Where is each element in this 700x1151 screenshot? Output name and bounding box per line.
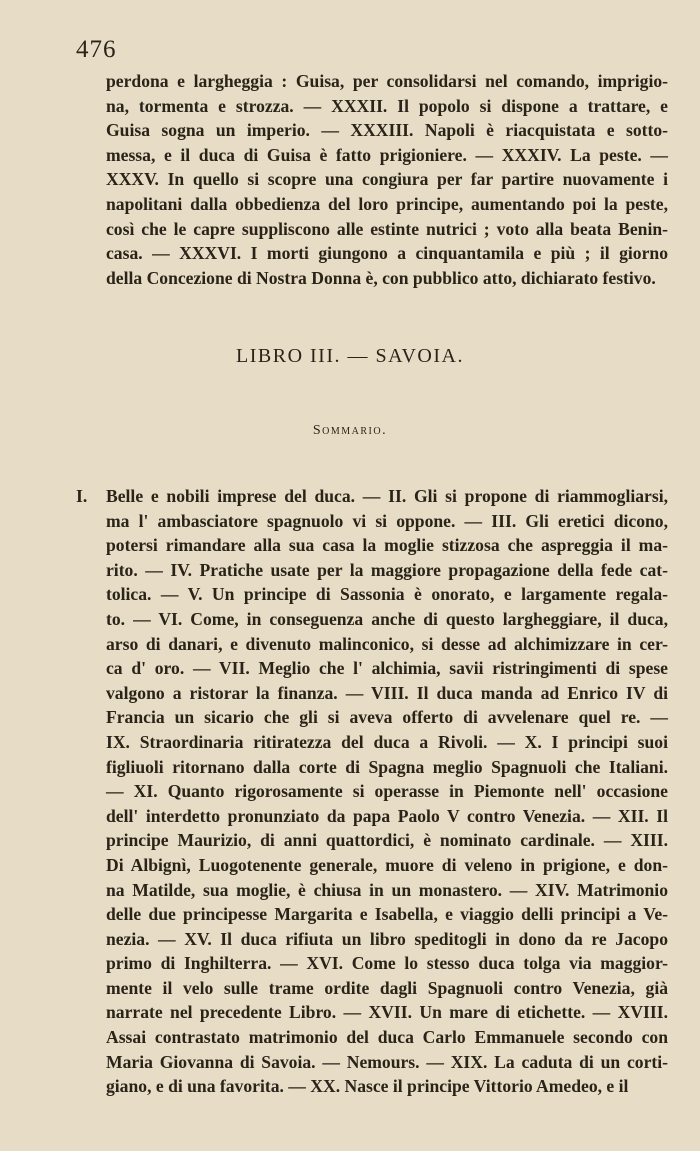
text-line: — XI. Quanto rigorosamente si operasse in Piemonte nell' occasione [106, 781, 668, 802]
text-line: dell' interdetto pronunziato da papa Paolo V contro Venezia. — XII. Il [106, 805, 668, 826]
text-line: narrate nel precedente Libro. — XVII. Un mare di etichette. — XVIII. [106, 1002, 668, 1023]
text-line: IX. Straordinaria ritiratezza del duca a Rivoli. — X. I principi suoi [106, 731, 668, 752]
text-line: na Matilde, sua moglie, è chiusa in un monastero. — XIV. Matrimonio [106, 879, 668, 900]
text-line: della Concezione di Nostra Donna è, con pubblico atto, dichiarato festivo. [106, 267, 656, 288]
text-line: primo di Inghilterra. — XVI. Come lo stesso duca tolga via maggior- [106, 953, 668, 974]
text-line: così che le capre suppliscono alle estinte nutrici ; voto alla beata Benin- [106, 218, 668, 239]
text-line: Francia un sicario che gli si aveva offerto di avvelenare quel re. — [106, 707, 668, 728]
paragraph-numeral: I. [76, 486, 88, 506]
text-line: Belle e nobili imprese del duca. — II. Gli si propone di riammogliarsi, [106, 486, 668, 506]
text-line: valgono a ristorar la finanza. — VIII. Il duca manda ad Enrico IV di [106, 682, 668, 703]
text-line: figliuoli ritornano dalla corte di Spagna meglio Spagnuoli che Italiani. [106, 756, 668, 777]
text-line: giano, e di una favorita. — XX. Nasce il principe Vittorio Amedeo, e il [106, 1076, 629, 1097]
text-line: principe Maurizio, di anni quattordici, è nominato cardinale. — XIII. [106, 830, 668, 851]
summary-paragraph [106, 484, 668, 1099]
text-line: rito. — IV. Pratiche usate per la maggiore propagazione della fede cat- [106, 559, 668, 580]
text-line: nezia. — XV. Il duca rifiuta un libro speditogli in dono da re Jacopo [106, 928, 668, 949]
text-line: Maria Giovanna di Savoia. — Nemours. — XIX. La caduta di un corti- [106, 1051, 668, 1072]
text-line: delle due principesse Margarita e Isabella, e viaggio delli principi a Ve- [106, 904, 668, 925]
text-line: perdona e largheggia : Guisa, per consolidarsi nel comando, imprigio- [106, 71, 668, 91]
text-line: potersi rimandare alla sua casa la moglie stizzosa che aspreggia il ma- [106, 535, 668, 556]
sommario-heading: Sommario. [312, 423, 388, 438]
text-line: Assai contrastato matrimonio del duca Carlo Emmanuele secondo con [106, 1027, 668, 1048]
text-line: Guisa sogna un imperio. — XXXIII. Napoli è riacquistata e sotto- [106, 120, 668, 141]
text-line: Di Albignì, Luogotenente generale, muore di veleno in prigione, e don- [106, 854, 668, 875]
text-line: ma l' ambasciatore spagnuolo vi si oppone. — III. Gli eretici dicono, [106, 510, 668, 531]
text-line: XXXV. In quello si scopre una congiura per far partire nuovamente i [106, 169, 668, 190]
text-line: to. — VI. Come, in conseguenza anche di questo largheggiare, il duca, [106, 608, 668, 629]
text-line: mente il velo sulle trame ordite dagli Spagnuoli contro Venezia, già [106, 977, 668, 998]
summary-paragraph-continued [106, 69, 668, 290]
text-line: casa. — XXXVI. I morti giungono a cinquantamila e più ; il giorno [106, 243, 668, 264]
book-heading: LIBRO III. — SAVOIA. [236, 345, 464, 367]
text-line: messa, e il duca di Guisa è fatto prigioniere. — XXXIV. La peste. — [106, 144, 668, 165]
page-number: 476 [76, 36, 117, 63]
text-line: na, tormenta e strozza. — XXXII. Il popolo si dispone a trattare, e [106, 95, 668, 116]
text-line: tolica. — V. Un principe di Sassonia è onorato, e largamente regala- [106, 584, 668, 605]
text-line: napolitani dalla obbedienza del loro principe, aumentando poi la peste, [106, 193, 668, 214]
text-line: arso di danari, e divenuto malinconico, si desse ad alchimizzare in cer- [106, 633, 668, 654]
text-line: ca d' oro. — VII. Meglio che l' alchimia, savii ristringimenti di spese [106, 658, 668, 679]
